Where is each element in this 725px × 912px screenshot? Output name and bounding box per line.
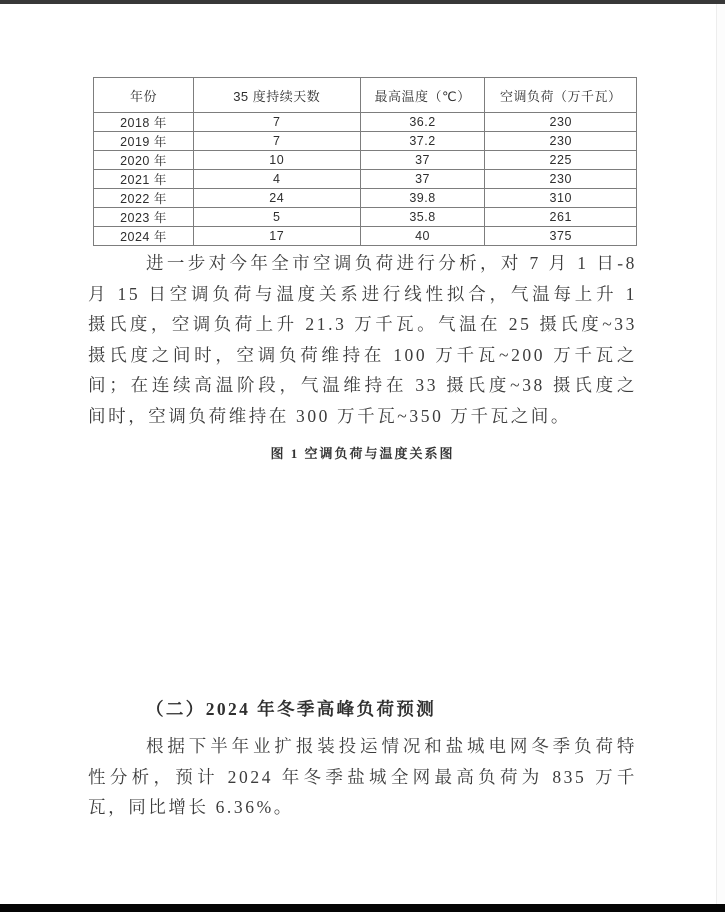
winter-forecast-paragraph xyxy=(88,731,637,823)
table-row xyxy=(94,189,637,208)
cell-load: 375 xyxy=(485,227,637,246)
cell-temp: 37 xyxy=(360,151,485,170)
cell-load: 225 xyxy=(485,151,637,170)
cell-temp: 37 xyxy=(360,170,485,189)
table-row xyxy=(94,227,637,246)
cell-temp: 35.8 xyxy=(360,208,485,227)
paragraph-line: 间；在连续高温阶段，气温维持在 33 摄氏度~38 摄氏度之 xyxy=(88,375,637,395)
table-row xyxy=(94,151,637,170)
ac-load-table xyxy=(93,77,637,246)
cell-year: 2023 年 xyxy=(94,208,194,227)
cell-temp: 39.8 xyxy=(360,189,485,208)
paragraph-line: 进一步对今年全市空调负荷进行分析，对 7 月 1 日-8 xyxy=(146,253,637,273)
bottom-edge-bar xyxy=(0,904,725,912)
cell-temp: 36.2 xyxy=(360,113,485,132)
table-row xyxy=(94,170,637,189)
cell-year: 2019 年 xyxy=(94,132,194,151)
cell-year: 2024 年 xyxy=(94,227,194,246)
figure-1-placeholder xyxy=(93,468,637,690)
paragraph-line: 月 15 日空调负荷与温度关系进行线性拟合，气温每上升 1 xyxy=(88,283,637,304)
header-max-temp: 最高温度（℃） xyxy=(360,78,485,113)
cell-year: 2022 年 xyxy=(94,189,194,208)
paragraph-line: 根据下半年业扩报装投运情况和盐城电网冬季负荷特 xyxy=(146,736,637,756)
paragraph-line: 摄氏度，空调负荷上升 21.3 万千瓦。气温在 25 摄氏度~33 xyxy=(88,314,637,334)
paragraph-line: 性分析，预计 2024 年冬季盐城全网最高负荷为 835 万千 xyxy=(88,766,637,787)
intro-paragraph xyxy=(88,248,637,431)
table-row xyxy=(94,132,637,151)
cell-days: 4 xyxy=(193,170,360,189)
cell-load: 230 xyxy=(485,113,637,132)
table-row xyxy=(94,208,637,227)
cell-load: 310 xyxy=(485,189,637,208)
cell-days: 17 xyxy=(193,227,360,246)
cell-days: 7 xyxy=(193,113,360,132)
cell-year: 2018 年 xyxy=(94,113,194,132)
table-row xyxy=(94,113,637,132)
header-ac-load: 空调负荷（万千瓦） xyxy=(485,78,637,113)
cell-days: 5 xyxy=(193,208,360,227)
cell-days: 7 xyxy=(193,132,360,151)
cell-days: 10 xyxy=(193,151,360,170)
paragraph-line: 摄氏度之间时，空调负荷维持在 100 万千瓦~200 万千瓦之 xyxy=(88,344,637,365)
table-header-row xyxy=(94,78,637,113)
page-right-margin xyxy=(716,4,725,904)
header-year: 年份 xyxy=(94,78,194,113)
cell-days: 24 xyxy=(193,189,360,208)
cell-temp: 40 xyxy=(360,227,485,246)
cell-year: 2020 年 xyxy=(94,151,194,170)
paragraph-line: 间时，空调负荷维持在 300 万千瓦~350 万千瓦之间。 xyxy=(88,405,571,426)
section-2-heading: （二）2024 年冬季高峰负荷预测 xyxy=(146,699,437,719)
cell-load: 230 xyxy=(485,170,637,189)
cell-load: 230 xyxy=(485,132,637,151)
header-days-over-35: 35 度持续天数 xyxy=(193,78,360,113)
cell-year: 2021 年 xyxy=(94,170,194,189)
cell-load: 261 xyxy=(485,208,637,227)
paragraph-line: 瓦，同比增长 6.36%。 xyxy=(88,797,294,817)
top-edge-bar xyxy=(0,0,725,4)
cell-temp: 37.2 xyxy=(360,132,485,151)
figure-1-caption: 图 1 空调负荷与温度关系图 xyxy=(270,446,455,461)
